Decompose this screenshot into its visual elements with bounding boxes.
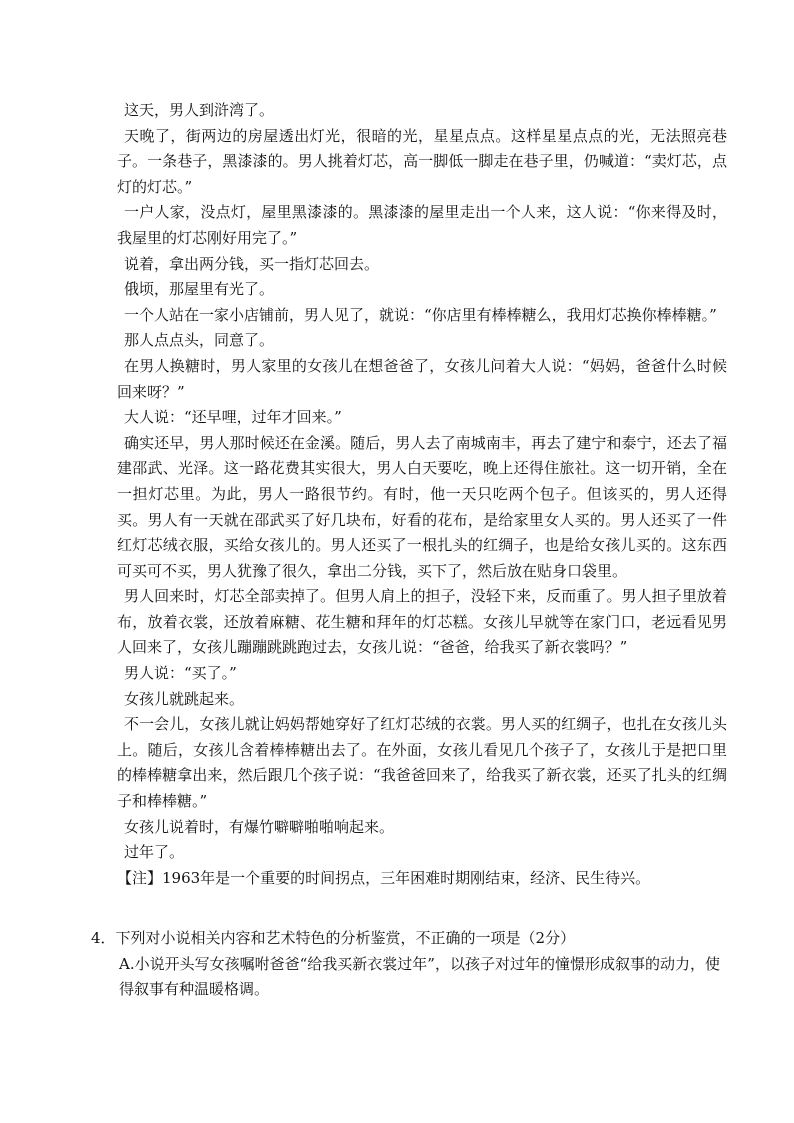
question-4	[91, 926, 731, 1003]
story-paragraph: 女孩儿说着时，有爆竹噼噼啪啪响起来。	[124, 817, 395, 836]
question-stem: 4．下列对小说相关内容和艺术特色的分析鉴赏，不正确的一项是（2分）	[91, 929, 576, 947]
story-paragraph: 男人回来时，灯芯全部卖掉了。但男人肩上的担子，没轻下来，反而重了。男人担子里放着布，放着衣裳，还放着麻糖、花生糖和拜年的灯芯糕。女孩儿早就等在家门口，老远看见男人回来了，女孩儿蹦蹦跳跳跑过去，女孩儿说：“爸爸，给我买了新衣裳吗？”	[117, 587, 727, 657]
story-paragraph: 在男人换糖时，男人家里的女孩儿在想爸爸了，女孩儿问着大人说：“妈妈，爸爸什么时候回来呀？”	[117, 356, 727, 401]
story-paragraph: 说着，拿出两分钱，买一指灯芯回去。	[124, 254, 380, 273]
story-paragraph: 一个人站在一家小店铺前，男人见了，就说：“你店里有棒棒糖么，我用灯芯换你棒棒糖。”	[124, 305, 717, 324]
story-paragraph: 那人点点头，同意了。	[124, 331, 275, 350]
story-paragraph: 一户人家，没点灯，屋里黑漆漆的。黑漆漆的屋里走出一个人来，这人说：“你来得及时，我屋里的灯芯刚好用完了。”	[117, 203, 727, 247]
story-paragraph: 确实还早，男人那时候还在金溪。随后，男人去了南城南丰，再去了建宁和泰宁，还去了福建邵武、光泽。这一路花费其实很大，男人白天要吃，晚上还得住旅社。这一切开销，全在一担灯芯里。为此，男人一路很节约。有时，他一天只吃两个包子。但该买的，男人还得买。男人有一天就在邵武买了好几块布，好看的花布，是给家里女人买的。男人还买了一件红灯芯绒衣服，买给女孩儿的。男人还买了一根扎头的红绸子，也是给女孩儿买的。这东西可买可不买，男人犹豫了很久，拿出二分钱，买下了，然后放在贴身口袋里。	[117, 433, 727, 580]
story-paragraph: 大人说：“还早哩，过年才回来。”	[124, 408, 342, 427]
story-paragraph: 男人说：“买了。”	[124, 664, 237, 683]
story-paragraph: 俄顷，那屋里有光了。	[124, 280, 275, 299]
story-paragraph: 天晚了，街两边的房屋透出灯光，很暗的光，星星点点。这样星星点点的光，无法照亮巷子。一条巷子，黑漆漆的。男人挑着灯芯，高一脚低一脚走在巷子里，仍喊道：“卖灯芯，点灯的灯芯。”	[117, 126, 727, 196]
story-note: 【注】1963年是一个重要的时间拐点，三年困难时期刚结束，经济、民生待兴。	[117, 868, 651, 887]
story-paragraph: 过年了。	[124, 843, 185, 862]
option-a: A.小说开头写女孩嘱咐爸爸“给我买新衣裳过年”，以孩子对过年的憧憬形成叙事的动力，使得叙事有种温暖格调。	[119, 954, 720, 999]
story-paragraph: 这天，男人到浒湾了。	[124, 101, 275, 119]
story-paragraph: 不一会儿，女孩儿就让妈妈帮她穿好了红灯芯绒的衣裳。男人买的红绸子，也扎在女孩儿头上。随后，女孩儿含着棒棒糖出去了。在外面，女孩儿看见几个孩子了，女孩儿于是把口里的棒棒糖拿出来，然后跟几个孩子说：“我爸爸回来了，给我买了新衣裳，还买了扎头的红绸子和棒棒糖。”	[117, 715, 727, 811]
story-text	[117, 98, 727, 891]
story-paragraph: 女孩儿就跳起来。	[124, 689, 245, 708]
